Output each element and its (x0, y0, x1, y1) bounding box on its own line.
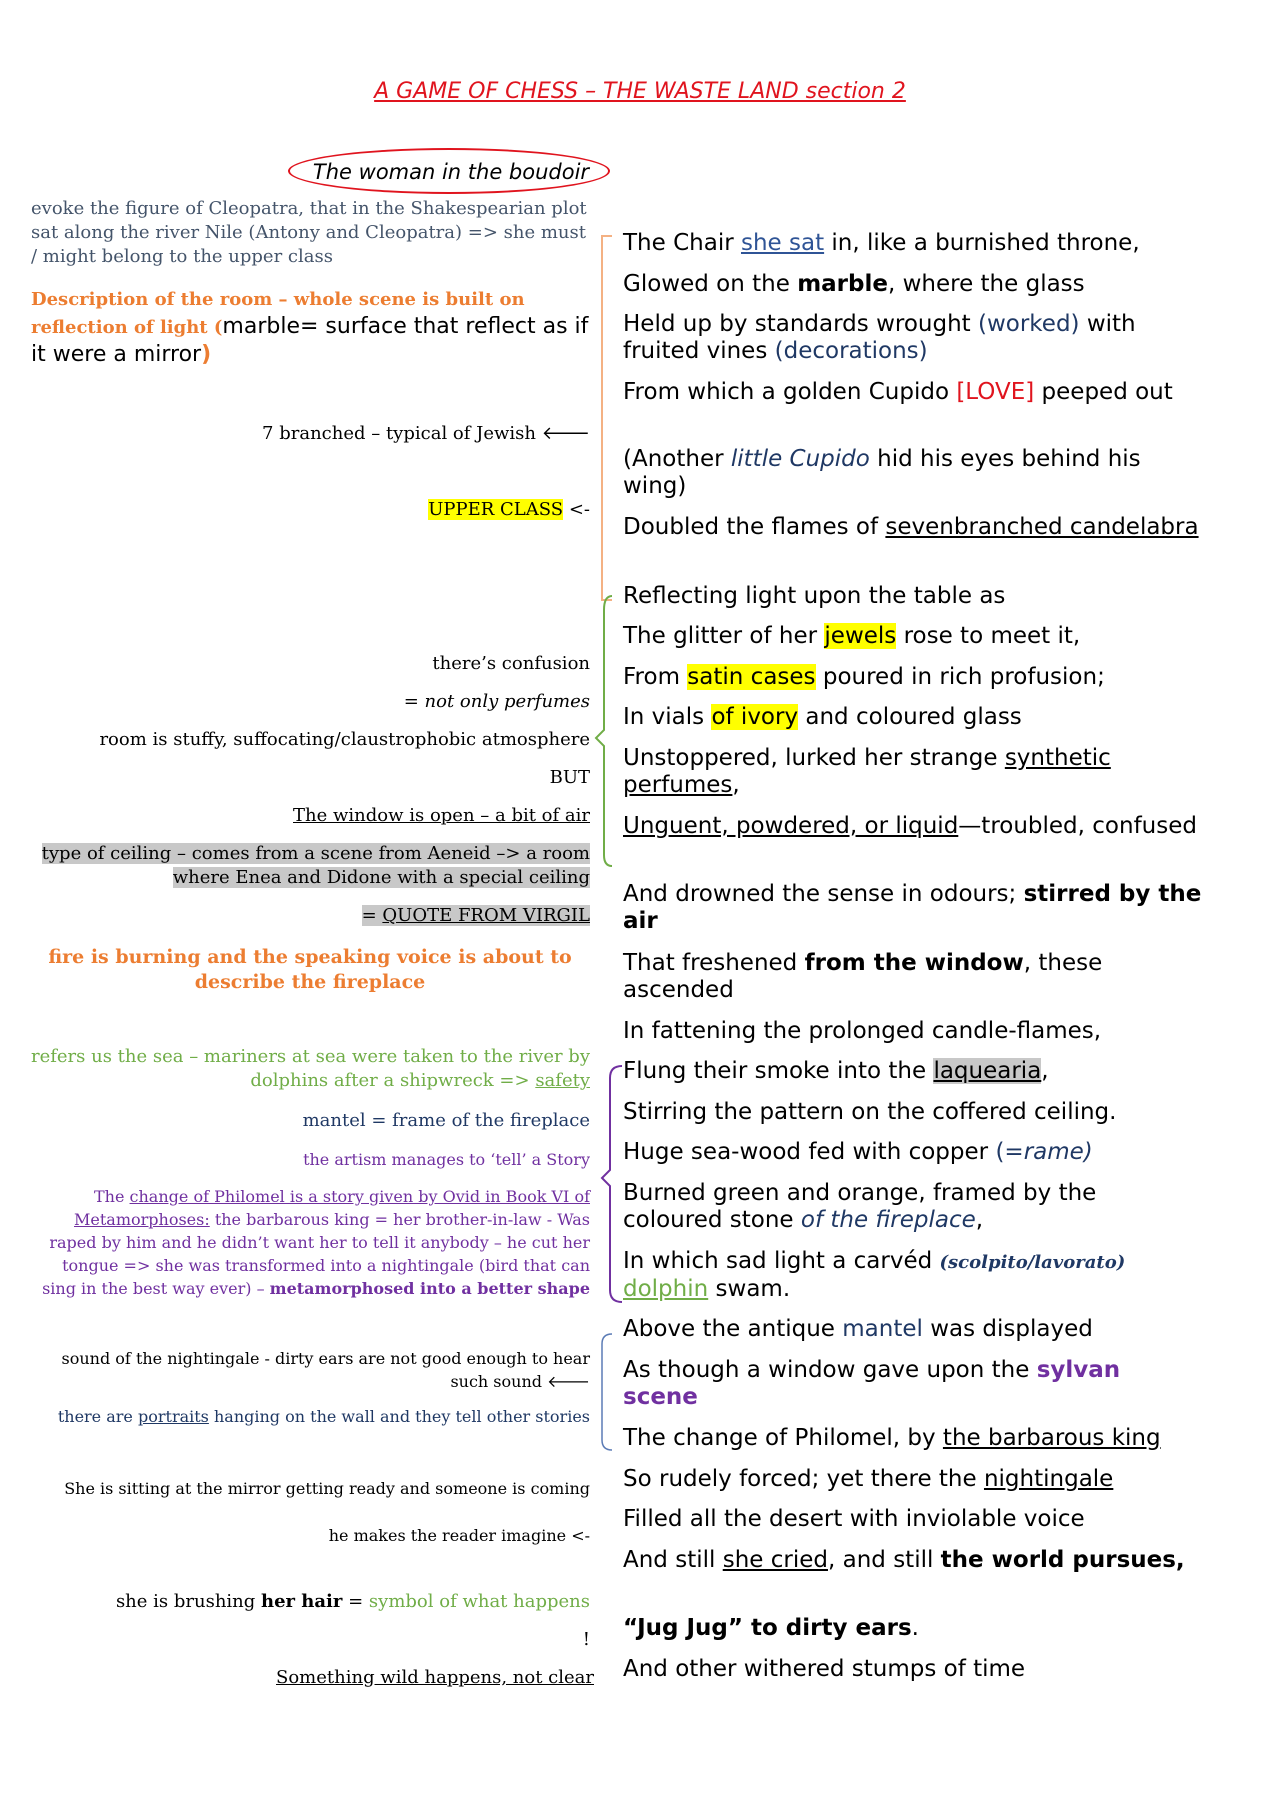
poem-line-10: In vials of ivory and coloured glass (623, 704, 1022, 730)
bracket-orange (602, 236, 612, 600)
poem-line-21: Above the antique mantel was displayed (623, 1316, 1093, 1342)
poem-line-20: In which sad light a carvéd (scolpito/lavorato) dolphin swam. (623, 1248, 1126, 1302)
poem-line-25: Filled all the desert with inviolable voice (623, 1506, 1085, 1532)
note-seven-branched: 7 branched – typical of Jewish 🡐 (262, 423, 590, 444)
poem-line-13: And drowned the sense in odours; stirred by the air (623, 881, 1202, 934)
poem-line-11: Unstoppered, lurked her strange synthetic perfumes, (623, 745, 1111, 798)
note-sea-safety: safety (535, 1070, 590, 1091)
note-philomel-d: metamorphosed into a better shape (269, 1279, 590, 1298)
poem-line-27: “Jug Jug” to dirty ears. (623, 1615, 919, 1641)
note-philomel-b: change of Philomel is a story given by Ovid in Book VI of Metamorphoses: (74, 1187, 590, 1229)
note-but: BUT (549, 767, 590, 788)
note-upper-class-hl: UPPER CLASS (428, 499, 564, 520)
note-upper-class-arrow: <- (563, 499, 590, 520)
note-wild: Something wild happens, not clear (276, 1667, 594, 1688)
note-perfumes: = not only perfumes (403, 691, 590, 712)
note-cleopatra: evoke the figure of Cleopatra, that in the Shakespearian plot sat along the river Nile (Antony and Cleopatra) => she must / might belong to the upper class (31, 198, 587, 267)
note-sea-text: refers us the sea – mariners at sea were taken to the river by dolphins after a shipwreck => (30, 1046, 590, 1091)
poem-line-28: And other withered stumps of time (623, 1656, 1026, 1682)
poem-line-24: So rudely forced; yet there the nightingale (623, 1466, 1114, 1492)
note-philomel-c: the barbarous king = her brother-in-law - Was raped by him and he didn’t want her to tell it anybody – he cut her tongue => she was transformed into a nightingale (bird that can sing in the best way ever) – (42, 1210, 590, 1298)
subtitle: The woman in the boudoir (312, 160, 590, 184)
poem-line-26: And still she cried, and still the world pursues, (623, 1547, 1185, 1573)
bracket-green (596, 596, 612, 866)
note-hair-c: = (342, 1591, 369, 1612)
note-mirror: She is sitting at the mirror getting ready and someone is coming (64, 1479, 590, 1498)
poem-line-23: The change of Philomel, by the barbarous king (623, 1425, 1161, 1451)
poem-line-4: From which a golden Cupido [LOVE] peeped out (623, 379, 1173, 405)
poem-line-17: Stirring the pattern on the coffered ceiling. (623, 1099, 1117, 1125)
note-hair-b: her hair (261, 1591, 343, 1612)
note-fire: fire is burning and the speaking voice is about to describe the fireplace (48, 946, 572, 993)
poem-line-1: The Chair she sat in, like a burnished throne, (623, 230, 1140, 256)
note-portraits-b: portraits (137, 1407, 209, 1426)
note-exclamation: ! (582, 1629, 590, 1650)
page-title: A GAME OF CHESS – THE WASTE LAND section 2 (374, 79, 906, 104)
note-portraits-c: hanging on the wall and they tell other stories (208, 1407, 590, 1426)
note-portraits-a: there are (57, 1407, 138, 1426)
poem-line-3: Held up by standards wrought (worked) with fruited vines (decorations) (623, 311, 1136, 364)
note-room-heading: Description of the room – whole scene is built on reflection of light ( (31, 289, 525, 338)
poem-line-16: Flung their smoke into the laquearia, (623, 1058, 1049, 1084)
note-ceiling-text: type of ceiling – comes from a scene from Aeneid –> a room where Enea and Didone with a special ceiling (41, 843, 590, 888)
note-window: The window is open – a bit of air (293, 805, 590, 826)
note-hair-a: she is brushing (115, 1591, 262, 1612)
note-artism: the artism manages to ‘tell’ a Story (303, 1150, 590, 1169)
bracket-blue (602, 1334, 612, 1450)
poem-line-22: As though a window gave upon the sylvan scene (623, 1357, 1121, 1410)
poem-line-6: Doubled the flames of sevenbranched candelabra (623, 514, 1199, 540)
poem-line-5: (Another little Cupido hid his eyes behind his wing) (623, 446, 1141, 499)
note-hair-d: symbol of what happens (368, 1591, 590, 1612)
note-room-paren: ) (201, 342, 212, 367)
poem-line-2: Glowed on the marble, where the glass (623, 271, 1085, 297)
note-room-marble: marble= surface that reflect as if it were a mirror (31, 314, 589, 367)
poem-line-7: Reflecting light upon the table as (623, 583, 1006, 609)
note-philomel-a: The (94, 1187, 130, 1206)
note-stuffy: room is stuffy, suffocating/claustrophobic atmosphere (99, 729, 590, 750)
note-nightingale: sound of the nightingale - dirty ears are not good enough to hear such sound 🡐 (61, 1349, 590, 1391)
note-virgil-quote: QUOTE FROM VIRGIL (382, 905, 590, 926)
poem-line-15: In fattening the prolonged candle-flames, (623, 1018, 1102, 1044)
poem-line-8: The glitter of her jewels rose to meet it, (623, 623, 1081, 649)
bracket-purple (602, 1066, 622, 1302)
poem-line-9: From satin cases poured in rich profusion; (623, 664, 1105, 690)
note-confusion: there’s confusion (432, 653, 590, 674)
poem-line-18: Huge sea-wood fed with copper (=rame) (623, 1139, 1093, 1165)
poem-line-12: Unguent, powdered, or liquid—troubled, confused (623, 813, 1197, 839)
note-mantel: mantel = frame of the fireplace (302, 1110, 590, 1131)
note-imagine: he makes the reader imagine <- (328, 1526, 590, 1545)
poem-line-14: That freshened from the window, these ascended (623, 950, 1103, 1003)
poem-line-19: Burned green and orange, framed by the coloured stone of the fireplace, (623, 1180, 1097, 1233)
note-virgil-eq: = (361, 905, 383, 926)
